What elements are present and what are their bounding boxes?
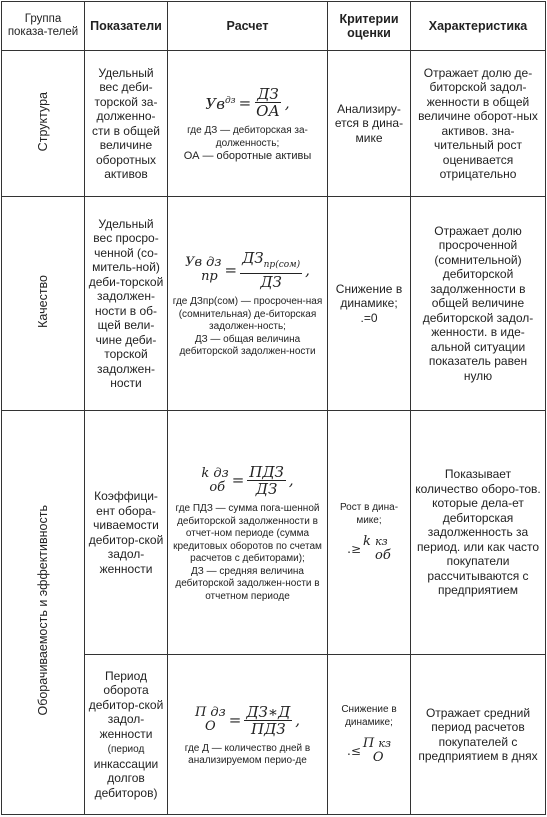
characteristic-cell: Показывает количество оборо-тов. которые дела-ет дебиторская задолженность за период. или как часто покупатели рассчитываются с предприятием <box>411 411 546 655</box>
calc-note: где ПДЗ — сумма пога-шенной дебиторской задолженности в отчет-ном периоде (сумма кредитовых оборотов по счетам расчетов с дебиторами); <box>173 503 322 564</box>
criteria-cell <box>328 655 411 815</box>
formula: П дз О = $\frac{ДЗ∗Д}{\text{ПДЗ}}$ , <box>194 702 301 738</box>
criteria-formula: .≤ П кз О <box>347 736 391 765</box>
criteria-text: Снижение в динамике; <box>341 704 397 728</box>
criteria-formula: .≥ k кз об <box>347 534 391 563</box>
header-group: Группа показа-телей <box>2 2 85 51</box>
header-row <box>2 2 546 51</box>
indicator-cell: Период оборота дебитор-ской задол-женности (период инкассации долгов дебиторов) <box>85 655 168 815</box>
indicator-cell: Удельный вес просро-ченной (со-митель-ной) деби-торской задолжен-ности в об-щей вели-чине деби-торской задолжен-ности <box>85 197 168 411</box>
calc-cell <box>168 197 328 411</box>
criteria-cell: Анализиру-ется в дина-мике <box>328 51 411 197</box>
header-characteristic: Характеристика <box>411 2 546 51</box>
calc-cell <box>168 51 328 197</box>
header-criteria: Критерии оценки <box>328 2 411 51</box>
table-row <box>2 51 546 197</box>
calc-cell <box>168 411 328 655</box>
table-row <box>2 411 546 655</box>
group-cell-turnover <box>2 411 85 815</box>
characteristic-cell: Отражает средний период расчетов покупателей с предприятием в днях <box>411 655 546 815</box>
criteria-text: Рост в дина-мике; <box>339 502 399 526</box>
header-calc: Расчет <box>168 2 328 51</box>
calc-note: ДЗ — общая величина дебиторской задолжен-ности <box>179 333 316 358</box>
calc-cell <box>168 655 328 815</box>
criteria-cell: Снижение в динамике; .=0 <box>328 197 411 411</box>
characteristic-cell: Отражает долю просроченной (сомнительной) дебиторской задолженности в общей величине дебиторской задол-женности. в иде-альной ситуации показатель равен нулю <box>411 197 546 411</box>
formula: $Ув^{дз}$ = $\frac{ДЗ}{ОА}$ , <box>205 85 290 121</box>
group-cell-structure <box>2 51 85 197</box>
group-label: Качество <box>35 275 50 329</box>
debt-indicators-table <box>1 1 546 815</box>
group-cell-quality <box>2 197 85 411</box>
characteristic-cell: Отражает долю де-биторской задол-женности в общей величине оборот-ных активов. зна-чительный рост оценивается отрицательно <box>411 51 546 197</box>
formula: k дз об = $\frac{\text{ПДЗ}}{ДЗ}$ , <box>201 463 294 498</box>
header-indicators: Показатели <box>85 2 168 51</box>
table-row <box>2 197 546 411</box>
group-label: Оборачиваемость и эффективность <box>35 505 50 717</box>
indicator-cell: Удельный вес деби-торской за-долженно-сти в общей величине оборотных активов <box>85 51 168 197</box>
calc-note: ДЗ — средняя величина дебиторской задолжен-ности в отчетном периоде <box>175 565 320 602</box>
formula: Ув дз пр = $\frac{ДЗ_{пр(сом)}}{ДЗ}$ , <box>185 249 310 292</box>
group-label: Структура <box>35 92 50 152</box>
calc-note: где ДЗ — дебиторская за-долженность; <box>187 125 308 149</box>
calc-note: где ДЗпр(сом) — просрочен-ная (сомнительная) де-биторская задолжен-ность; <box>172 296 323 333</box>
criteria-cell <box>328 411 411 655</box>
calc-note: где Д — количество дней в анализируемом перио-де <box>184 742 311 766</box>
indicator-cell: Коэффици-ент обора-чиваемости дебитор-ской задол-женности <box>85 411 168 655</box>
calc-note: ОА — оборотные активы <box>183 150 312 163</box>
